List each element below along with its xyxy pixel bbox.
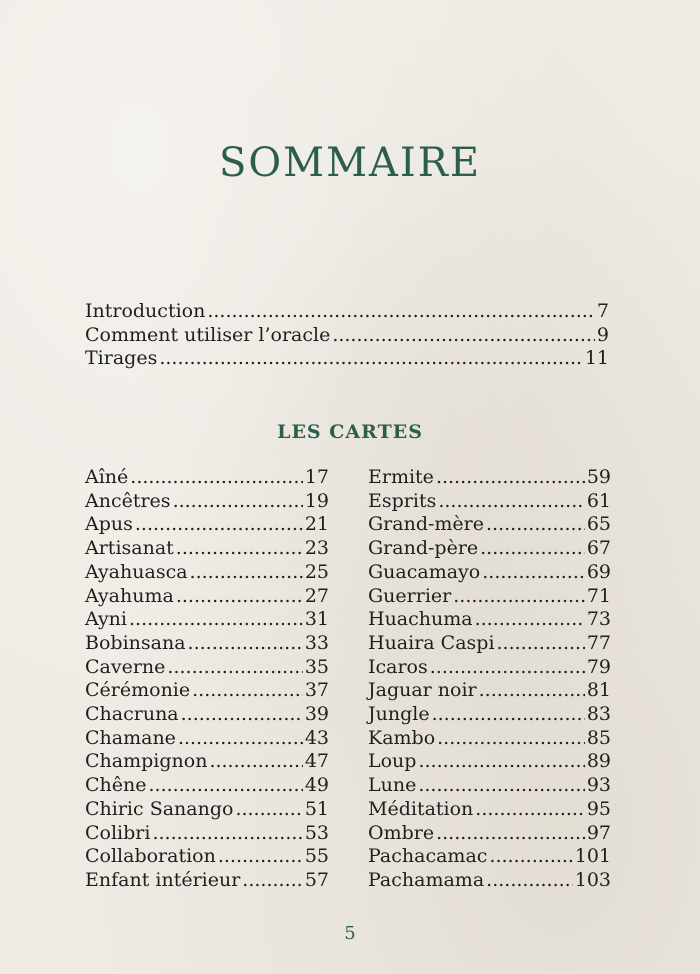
card-toc-entry[interactable] (85, 679, 329, 703)
leader-dots (152, 822, 302, 846)
card-toc-entry-label: Guacamayo (368, 560, 481, 583)
card-toc-entry[interactable] (85, 774, 329, 798)
card-toc-entry[interactable] (85, 798, 329, 822)
card-toc-entry-page: 73 (586, 608, 611, 631)
card-toc-entry[interactable] (368, 537, 611, 561)
leader-dots (149, 774, 303, 798)
page-title: SOMMAIRE (218, 140, 482, 186)
card-toc-entry-page: 79 (586, 655, 611, 678)
card-toc-entry-label: Jaguar noir (368, 679, 477, 702)
section-title-les-cartes: LES CARTES (277, 421, 423, 443)
card-toc-entry[interactable] (85, 822, 329, 846)
card-toc-entry-label: Chiric Sanango (85, 797, 234, 820)
card-toc-entry[interactable] (368, 561, 611, 585)
leader-dots (486, 869, 573, 893)
card-toc-entry-page: 57 (304, 868, 329, 891)
card-toc-entry-label: Caverne (85, 655, 166, 678)
card-toc-entry-label: Guerrier (368, 584, 452, 607)
leader-dots (218, 845, 303, 869)
card-toc-entry[interactable] (85, 561, 329, 585)
leader-dots (479, 679, 585, 703)
card-toc-entry[interactable] (85, 490, 329, 514)
card-toc-entry-page: 21 (304, 513, 329, 536)
leader-dots (436, 822, 585, 846)
leader-dots (480, 537, 585, 561)
card-toc-entry[interactable] (368, 822, 611, 846)
toc-entry-comment-utiliser[interactable] (85, 324, 609, 348)
page-number: 5 (344, 923, 356, 944)
leader-dots (129, 608, 303, 632)
card-toc-entry-label: Ancêtres (85, 489, 171, 512)
intro-toc (85, 300, 609, 371)
leader-dots (207, 300, 595, 324)
toc-entry-label: Introduction (85, 300, 206, 322)
card-toc-entry[interactable] (368, 703, 611, 727)
card-toc-entry[interactable] (368, 490, 611, 514)
card-toc-entry[interactable] (368, 774, 611, 798)
leader-dots (438, 490, 584, 514)
card-toc-entry[interactable] (368, 750, 611, 774)
card-toc-entry[interactable] (85, 632, 329, 656)
card-toc-entry-label: Pachacamac (368, 845, 488, 868)
card-toc-entry-label: Chêne (85, 774, 147, 797)
card-toc-entry-label: Bobinsana (85, 631, 186, 654)
card-toc-entry[interactable] (368, 798, 611, 822)
leader-dots (235, 798, 302, 822)
card-toc-entry-label: Grand-mère (368, 513, 484, 536)
card-toc-entry[interactable] (368, 632, 611, 656)
leader-dots (437, 727, 585, 751)
leader-dots (475, 608, 585, 632)
toc-entry-label: Tirages (85, 347, 158, 370)
leader-dots (167, 656, 302, 680)
leader-dots (135, 513, 303, 537)
card-toc-entry-page: 71 (586, 584, 611, 607)
cards-column-right (368, 466, 611, 893)
card-toc-entry-page: 67 (586, 537, 611, 560)
cards-column-left (85, 466, 329, 893)
leader-dots (482, 561, 585, 585)
card-toc-entry-page: 101 (574, 845, 611, 868)
card-toc-entry-label: Chacruna (85, 703, 179, 726)
leader-dots (130, 466, 303, 490)
card-toc-entry-page: 89 (586, 750, 611, 773)
card-toc-entry-label: Icaros (368, 655, 428, 678)
toc-entry-page: 9 (596, 323, 609, 346)
leader-dots (418, 774, 584, 798)
card-toc-entry-page: 83 (586, 703, 611, 726)
card-toc-entry-page: 43 (304, 726, 329, 749)
leader-dots (190, 561, 303, 585)
card-toc-entry[interactable] (85, 750, 329, 774)
leader-dots (188, 632, 303, 656)
card-toc-entry[interactable] (85, 869, 329, 893)
card-toc-entry-label: Ermite (368, 466, 434, 488)
card-toc-entry[interactable] (85, 466, 329, 490)
card-toc-entry-page: 25 (304, 560, 329, 583)
card-toc-entry-page: 51 (304, 797, 329, 820)
leader-dots (192, 679, 303, 703)
leader-dots (475, 798, 585, 822)
card-toc-entry-label: Ayahuma (85, 584, 174, 607)
card-toc-entry-label: Chamane (85, 726, 176, 749)
card-toc-entry-label: Apus (85, 513, 133, 536)
card-toc-entry-label: Huaira Caspi (368, 631, 495, 654)
card-toc-entry-label: Colibri (85, 821, 151, 844)
leader-dots (436, 466, 585, 490)
leader-dots (176, 585, 303, 609)
card-toc-entry-label: Ayahuasca (85, 560, 188, 583)
card-toc-entry-page: 93 (586, 774, 611, 797)
card-toc-entry-label: Grand-père (368, 537, 479, 560)
card-toc-entry-label: Ayni (85, 608, 127, 631)
card-toc-entry[interactable] (85, 656, 329, 680)
card-toc-entry[interactable] (85, 727, 329, 751)
card-toc-entry-page: 77 (586, 631, 611, 654)
card-toc-entry[interactable] (85, 703, 329, 727)
card-toc-entry-page: 95 (586, 797, 611, 820)
leader-dots (486, 513, 585, 537)
leader-dots (159, 347, 582, 371)
leader-dots (242, 869, 303, 893)
card-toc-entry-label: Ombre (368, 821, 435, 844)
card-toc-entry[interactable] (368, 679, 611, 703)
card-toc-entry-label: Lune (368, 774, 417, 797)
toc-entry-tirages[interactable] (85, 347, 609, 371)
card-toc-entry-label: Collaboration (85, 845, 216, 868)
card-toc-entry-page: 103 (574, 868, 611, 891)
card-toc-entry[interactable] (368, 869, 611, 893)
card-toc-entry-label: Esprits (368, 489, 437, 512)
card-toc-entry-page: 33 (304, 631, 329, 654)
card-toc-entry-label: Champignon (85, 750, 208, 773)
card-toc-entry-label: Kambo (368, 726, 436, 749)
card-toc-entry-page: 49 (304, 774, 329, 797)
leader-dots (453, 585, 585, 609)
leader-dots (332, 324, 595, 348)
leader-dots (489, 845, 572, 869)
card-toc-entry-page: 37 (304, 679, 329, 702)
card-toc-entry-page: 39 (304, 703, 329, 726)
card-toc-entry[interactable] (368, 585, 611, 609)
card-toc-entry-page: 85 (586, 726, 611, 749)
card-toc-entry[interactable] (85, 845, 329, 869)
card-toc-entry-page: 17 (304, 466, 329, 488)
card-toc-entry-page: 27 (304, 584, 329, 607)
leader-dots (209, 750, 302, 774)
card-toc-entry-page: 81 (586, 679, 611, 702)
card-toc-entry[interactable] (85, 513, 329, 537)
card-toc-entry-page: 97 (586, 821, 611, 844)
leader-dots (173, 490, 303, 514)
leader-dots (178, 727, 303, 751)
card-toc-entry[interactable] (85, 608, 329, 632)
leader-dots (181, 703, 303, 727)
leader-dots (176, 537, 303, 561)
card-toc-entry-label: Artisanat (85, 537, 174, 560)
card-toc-entry[interactable] (368, 727, 611, 751)
card-toc-entry[interactable] (368, 608, 611, 632)
card-toc-entry-label: Cérémonie (85, 679, 191, 702)
card-toc-entry-page: 47 (304, 750, 329, 773)
card-toc-entry-page: 69 (586, 560, 611, 583)
card-toc-entry-page: 55 (304, 845, 329, 868)
card-toc-entry-page: 31 (304, 608, 329, 631)
leader-dots (432, 703, 585, 727)
card-toc-entry[interactable] (368, 656, 611, 680)
card-toc-entry-label: Enfant intérieur (85, 868, 241, 891)
card-toc-entry-page: 19 (304, 489, 329, 512)
card-toc-entry-page: 35 (304, 655, 329, 678)
card-toc-entry[interactable] (85, 585, 329, 609)
leader-dots (430, 656, 585, 680)
card-toc-entry[interactable] (85, 537, 329, 561)
card-toc-entry-label: Méditation (368, 797, 474, 820)
card-toc-entry-page: 61 (586, 489, 611, 512)
card-toc-entry-page: 23 (304, 537, 329, 560)
card-toc-entry-label: Jungle (368, 703, 430, 726)
card-toc-entry[interactable] (368, 466, 611, 490)
leader-dots (497, 632, 585, 656)
card-toc-entry-page: 53 (304, 821, 329, 844)
toc-entry-label: Comment utiliser l’oracle (85, 323, 331, 346)
card-toc-entry[interactable] (368, 845, 611, 869)
toc-entry-page: 11 (584, 347, 609, 370)
card-toc-entry-label: Aîné (85, 466, 129, 488)
toc-entry-introduction[interactable] (85, 300, 609, 324)
card-toc-entry-label: Pachamama (368, 868, 485, 891)
card-toc-entry-page: 59 (586, 466, 611, 488)
card-toc-entry[interactable] (368, 513, 611, 537)
card-toc-entry-page: 65 (586, 513, 611, 536)
card-toc-entry-label: Huachuma (368, 608, 473, 631)
toc-entry-page: 7 (596, 300, 609, 322)
leader-dots (418, 750, 584, 774)
card-toc-entry-label: Loup (368, 750, 417, 773)
